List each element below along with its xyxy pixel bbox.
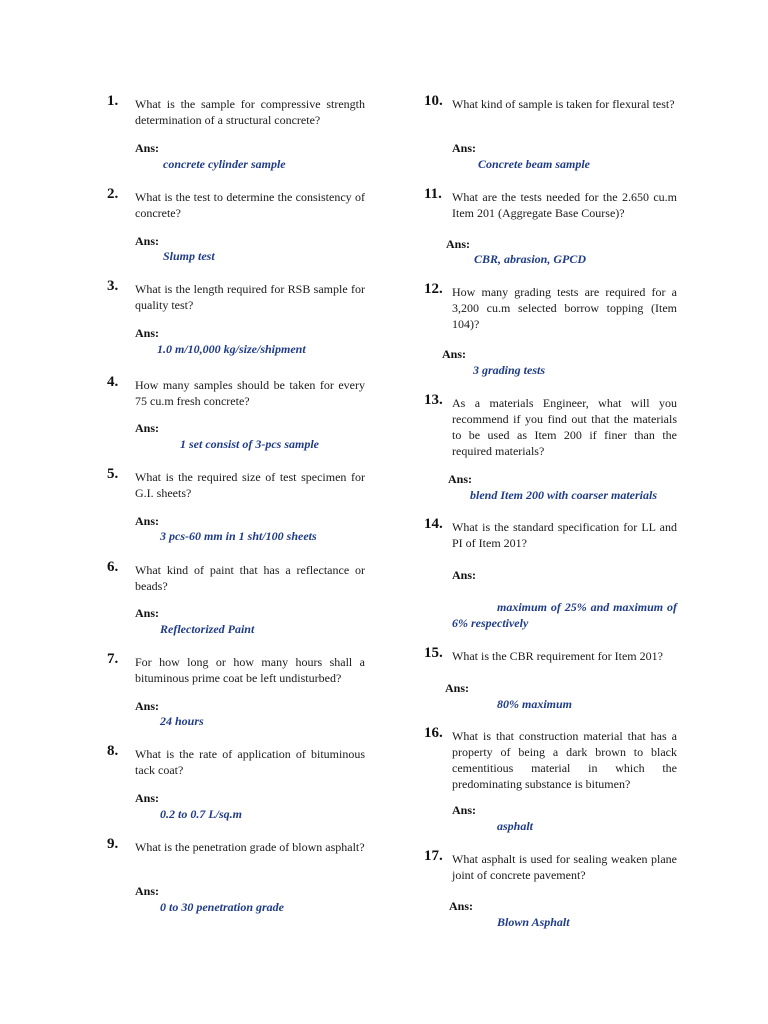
- question-1: [107, 93, 365, 171]
- answer-text: Blown Asphalt: [497, 915, 570, 929]
- answer-text: CBR, abrasion, GPCD: [474, 252, 587, 266]
- answer-text: Concrete beam sample: [478, 157, 590, 171]
- question-number: 13.: [424, 392, 443, 408]
- question-12: [424, 281, 677, 377]
- answer-label: Ans:: [452, 803, 477, 817]
- answer-label: Ans:: [452, 568, 477, 582]
- question-text: As a materials Engineer, what will you recommend if you find out that the materials to be used as Item 200 if finer than the required materials?: [452, 396, 677, 458]
- answer-label: Ans:: [449, 899, 474, 913]
- question-4: [107, 374, 365, 451]
- answer-label: Ans:: [135, 234, 160, 248]
- question-number: 17.: [424, 848, 443, 864]
- question-11: [424, 186, 677, 266]
- question-7: [107, 651, 365, 728]
- question-number: 2.: [107, 186, 119, 202]
- answer-text: blend Item 200 with coarser materials: [470, 488, 658, 502]
- question-text: What is that construction material that has a property of being a dark brown to black cementitious material in which the predominating substance is bitumen?: [452, 729, 677, 791]
- question-number: 12.: [424, 281, 443, 297]
- answer-text: Reflectorized Paint: [160, 622, 255, 636]
- question-8: [107, 743, 365, 821]
- answer-label: Ans:: [135, 791, 160, 805]
- question-number: 7.: [107, 651, 119, 667]
- answer-text: 1 set consist of 3-pcs sample: [180, 437, 319, 451]
- answer-text: asphalt: [497, 819, 534, 833]
- answer-text: 80% maximum: [497, 697, 573, 711]
- question-text: What is the test to determine the consistency of concrete?: [135, 190, 365, 220]
- question-number: 1.: [107, 93, 119, 109]
- answer-text: 3 grading tests: [473, 363, 546, 377]
- answer-label: Ans:: [135, 514, 160, 528]
- question-3: [107, 278, 365, 356]
- answer-label: Ans:: [135, 421, 160, 435]
- answer-text: maximum of 25% and maximum of 6% respectively: [452, 600, 677, 630]
- question-14: [424, 516, 677, 630]
- question-text: What are the tests needed for the 2.650 cu.m Item 201 (Aggregate Base Course)?: [452, 190, 677, 220]
- question-number: 14.: [424, 516, 443, 532]
- answer-label: Ans:: [135, 326, 160, 340]
- answer-label: Ans:: [448, 472, 473, 486]
- question-number: 8.: [107, 743, 119, 759]
- answer-label: Ans:: [135, 699, 160, 713]
- question-number: 5.: [107, 466, 119, 482]
- question-text: What is the length required for RSB sample for quality test?: [135, 282, 365, 312]
- question-number: 3.: [107, 278, 119, 294]
- question-text: What is the required size of test specimen for G.I. sheets?: [135, 470, 365, 500]
- answer-text: 0.2 to 0.7 L/sq.m: [160, 807, 243, 821]
- question-text: How many samples should be taken for every 75 cu.m fresh concrete?: [135, 378, 365, 408]
- question-text: What asphalt is used for sealing weaken plane joint of concrete pavement?: [452, 852, 677, 882]
- question-9: [107, 836, 365, 914]
- answer-text: 3 pcs-60 mm in 1 sht/100 sheets: [160, 529, 317, 543]
- answer-text: concrete cylinder sample: [163, 157, 286, 171]
- question-text: What is the rate of application of bituminous tack coat?: [135, 747, 365, 777]
- question-16: [424, 725, 677, 833]
- question-number: 9.: [107, 836, 119, 852]
- question-number: 15.: [424, 645, 443, 661]
- question-number: 16.: [424, 725, 443, 741]
- question-2: [107, 186, 365, 263]
- question-text: What is the penetration grade of blown asphalt?: [135, 840, 365, 854]
- question-10: [424, 93, 677, 171]
- question-5: [107, 466, 365, 543]
- answer-label: Ans:: [452, 141, 477, 155]
- question-text: What kind of paint that has a reflectance or beads?: [135, 563, 365, 593]
- answer-text: 0 to 30 penetration grade: [160, 900, 285, 914]
- question-6: [107, 559, 365, 636]
- question-text: How many grading tests are required for a 3,200 cu.m selected borrow topping (Item 104)?: [452, 285, 677, 331]
- answer-text: Slump test: [163, 249, 215, 263]
- answer-label: Ans:: [442, 347, 467, 361]
- answer-label: Ans:: [446, 237, 471, 251]
- answer-text: 1.0 m/10,000 kg/size/shipment: [157, 342, 306, 356]
- question-text: What kind of sample is taken for flexural test?: [452, 97, 675, 111]
- question-text: What is the standard specification for LL and PI of Item 201?: [452, 520, 677, 550]
- question-text: What is the CBR requirement for Item 201?: [452, 649, 663, 663]
- question-number: 6.: [107, 559, 119, 575]
- answer-label: Ans:: [135, 606, 160, 620]
- answer-label: Ans:: [445, 681, 470, 695]
- question-15: [424, 645, 677, 711]
- question-number: 4.: [107, 374, 119, 390]
- answer-label: Ans:: [135, 884, 160, 898]
- question-number: 10.: [424, 93, 443, 109]
- question-text: What is the sample for compressive strength determination of a structural concrete?: [135, 97, 365, 127]
- answer-label: Ans:: [135, 141, 160, 155]
- question-number: 11.: [424, 186, 442, 202]
- question-text: For how long or how many hours shall a bituminous prime coat be left undisturbed?: [135, 655, 365, 685]
- question-17: [424, 848, 677, 929]
- question-13: [424, 392, 677, 502]
- answer-text: 24 hours: [160, 714, 204, 728]
